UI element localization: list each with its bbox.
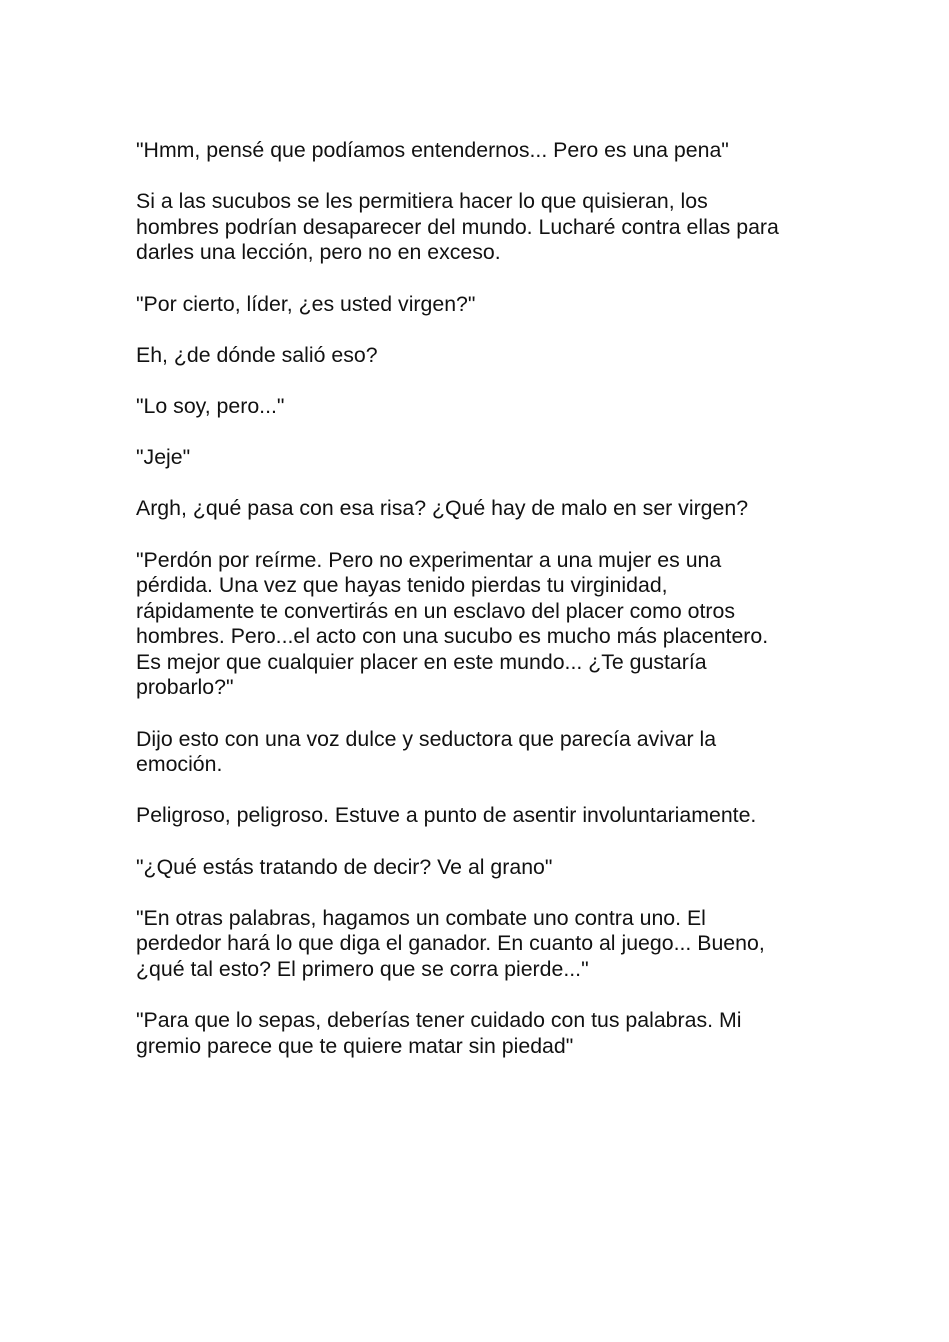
paragraph-11: "¿Qué estás tratando de decir? Ve al grano" <box>136 854 553 879</box>
paragraph-8: "Perdón por reírme. Pero no experimentar a una mujer es una pérdida. Una vez que hayas tenido pierdas tu virginidad, rápidamente te convertirás en un esclavo del placer como otros hombres. Pero...el acto con una sucubo es mucho más placentero. Es mejor que cualquier placer en este mundo... ¿Te gustaría probarlo?" <box>136 547 769 700</box>
paragraph-12: "En otras palabras, hagamos un combate uno contra uno. El perdedor hará lo que diga el ganador. En cuanto al juego... Bueno, ¿qué tal esto? El primero que se corra pierde..." <box>136 905 765 981</box>
paragraph-7: Argh, ¿qué pasa con esa risa? ¿Qué hay de malo en ser virgen? <box>136 496 749 521</box>
paragraph-13: "Para que lo sepas, deberías tener cuidado con tus palabras. Mi gremio parece que te quiere matar sin piedad" <box>136 1008 742 1058</box>
paragraph-2: Si a las sucubos se les permitiera hacer lo que quisieran, los hombres podrían desaparecer del mundo. Lucharé contra ellas para darles una lección, pero no en exceso. <box>136 189 779 265</box>
paragraph-10: Peligroso, peligroso. Estuve a punto de asentir involuntariamente. <box>136 803 757 828</box>
paragraph-6: "Jeje" <box>136 445 191 470</box>
paragraph-9: Dijo esto con una voz dulce y seductora que parecía avivar la emoción. <box>136 726 717 777</box>
paragraph-1: "Hmm, pensé que podíamos entendernos... Pero es una pena" <box>136 138 729 162</box>
paragraph-5: "Lo soy, pero..." <box>136 393 285 418</box>
document-body <box>136 138 826 1085</box>
paragraph-3: "Por cierto, líder, ¿es usted virgen?" <box>136 291 476 316</box>
paragraph-4: Eh, ¿de dónde salió eso? <box>136 342 378 367</box>
